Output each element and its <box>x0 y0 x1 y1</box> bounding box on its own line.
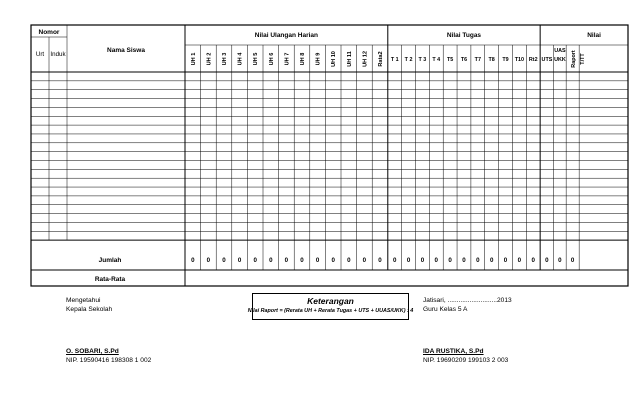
kepala-sekolah-name: O. SOBARI, S.Pd <box>66 348 119 355</box>
tugas-column-header: T6 <box>460 57 468 63</box>
tugas-column-header: T10 <box>514 57 525 63</box>
table-border <box>31 25 628 286</box>
raport-header: Raport <box>571 50 578 68</box>
jumlah-value: 0 <box>545 257 549 264</box>
signature-left <box>66 296 112 314</box>
jumlah-value: 0 <box>517 257 522 264</box>
tugas-column-header: T 1 <box>390 57 399 63</box>
nomor-header: Nomor <box>38 29 60 36</box>
guru-name-block <box>423 347 508 365</box>
uh-column-header: UH 6 <box>268 52 275 66</box>
mengetahui-text: Mengetahui <box>66 297 101 304</box>
uh-column-header: UH 3 <box>222 52 228 66</box>
jumlah-value: 0 <box>558 257 562 264</box>
jumlah-value: 0 <box>284 257 289 264</box>
tugas-column-header: T7 <box>474 57 481 63</box>
uh-column-header: UH 5 <box>253 52 260 66</box>
uas-header: UAS <box>554 48 566 54</box>
place-date-text: Jatisari, ...........................2013 <box>423 297 512 304</box>
jumlah-value: 0 <box>315 257 320 264</box>
uh-column-header: UH 12 <box>362 51 369 67</box>
guru-kelas-text: Guru Kelas 5 A <box>423 306 468 313</box>
jumlah-value: 0 <box>300 257 304 264</box>
jumlah-value: 0 <box>269 257 273 264</box>
jumlah-value: 0 <box>392 257 397 264</box>
tugas-column-header: T 3 <box>418 57 427 63</box>
jumlah-value: 0 <box>476 257 480 264</box>
ukk-header: UKK <box>554 57 566 63</box>
uh-column-header: UH 9 <box>315 52 322 66</box>
jumlah-value: 0 <box>531 257 535 264</box>
jumlah-value: 0 <box>462 257 466 264</box>
uh-column-header: UH 11 <box>346 51 353 67</box>
tugas-column-header: Rt2 <box>528 57 538 63</box>
guru-name: IDA RUSTIKA, S.Pd <box>423 348 484 355</box>
jumlah-value: 0 <box>331 257 335 264</box>
tugas-column-header: T8 <box>488 57 495 63</box>
uh-column-header: UH 10 <box>331 51 338 67</box>
uh-column-header: Rata2 <box>378 51 384 67</box>
jumlah-value: 0 <box>347 257 351 264</box>
jumlah-value: 0 <box>434 257 439 264</box>
uh-column-header: UH 2 <box>206 52 213 66</box>
tugas-column-header: T5 <box>446 57 454 63</box>
uh-column-header: UH 4 <box>237 52 244 66</box>
ulangan-group-header: Nilai Ulangan Harian <box>254 32 319 39</box>
signature-right <box>423 296 512 314</box>
tugas-column-header: T 2 <box>404 57 413 63</box>
tugas-group-header: Nilai Tugas <box>446 32 482 39</box>
jumlah-value: 0 <box>378 257 382 264</box>
tugas-column-header: T 4 <box>432 57 441 63</box>
jumlah-value: 0 <box>489 257 494 264</box>
urt-header: Urt <box>35 51 45 58</box>
uh-column-header: UH 8 <box>300 52 306 66</box>
keterangan-title: Keterangan <box>307 296 354 306</box>
jumlah-value: 0 <box>570 257 575 264</box>
uts-header: UTS <box>541 57 553 63</box>
jumlah-value: 0 <box>237 257 242 264</box>
keterangan-formula: Nilai Raport = (Rerata UH + Rerata Tugas + UTS + UUAS/UKK) : 4 <box>247 308 414 314</box>
jumlah-value: 0 <box>253 257 257 264</box>
jumlah-value: 0 <box>448 257 452 264</box>
rata-rata-label: Rata-Rata <box>94 276 126 283</box>
jumlah-value: 0 <box>222 257 226 264</box>
jumlah-value: 0 <box>191 257 195 264</box>
jumlah-value: 0 <box>420 257 425 264</box>
keterangan-box <box>247 293 414 320</box>
guru-nip: NIP. 19690209 199103 2 003 <box>423 357 509 364</box>
jumlah-label: Jumlah <box>98 257 122 264</box>
tugas-column-header: T9 <box>502 57 509 63</box>
uh-column-header: UH 1 <box>190 52 197 66</box>
nama-siswa-header: Nama Siswa <box>107 47 145 54</box>
nilai-group-header: Nilai <box>587 32 601 39</box>
induk-header: Induk <box>50 51 66 58</box>
ttt-header: T/TT <box>580 53 587 65</box>
jumlah-value: 0 <box>206 257 211 264</box>
jumlah-value: 0 <box>406 257 411 264</box>
kepala-name-block <box>66 347 151 365</box>
uh-column-header: UH 7 <box>284 52 291 66</box>
kepala-sekolah-text: Kepala Sekolah <box>66 306 113 313</box>
jumlah-value: 0 <box>503 257 508 264</box>
jumlah-value: 0 <box>362 257 367 264</box>
kepala-sekolah-nip: NIP. 19590416 198308 1 002 <box>66 357 152 364</box>
